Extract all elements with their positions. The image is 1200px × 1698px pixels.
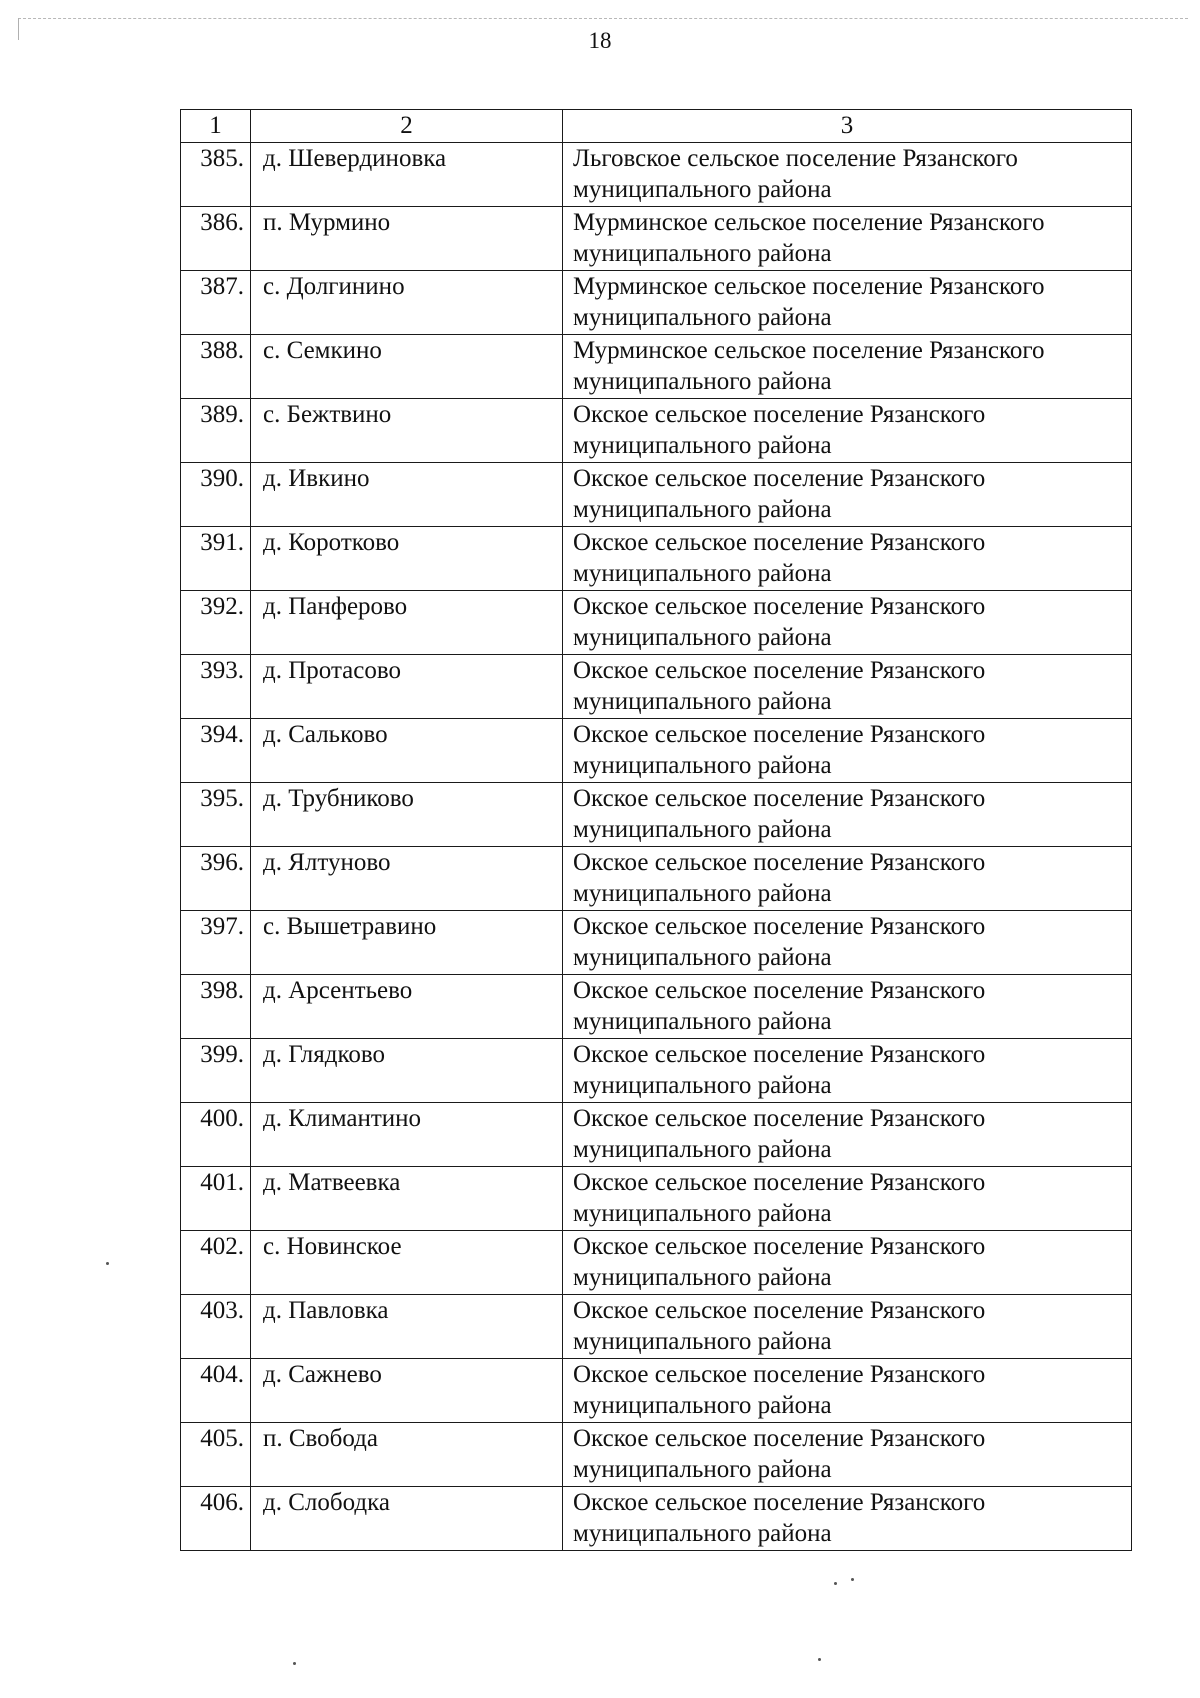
settlement-name: Окское сельское поселение Рязанского муниципального района xyxy=(563,1423,1132,1487)
settlement-name: Окское сельское поселение Рязанского муниципального района xyxy=(563,847,1132,911)
row-number: 402. xyxy=(181,1231,251,1295)
locality-name: п. Свобода xyxy=(251,1423,563,1487)
row-number: 393. xyxy=(181,655,251,719)
row-number: 390. xyxy=(181,463,251,527)
table-row xyxy=(181,271,1132,335)
row-number: 387. xyxy=(181,271,251,335)
locality-name: с. Бежтвино xyxy=(251,399,563,463)
settlement-name: Окское сельское поселение Рязанского муниципального района xyxy=(563,1039,1132,1103)
table-row xyxy=(181,847,1132,911)
scan-speck xyxy=(106,1262,109,1265)
table-row xyxy=(181,1295,1132,1359)
settlement-name: Окское сельское поселение Рязанского муниципального района xyxy=(563,1295,1132,1359)
locality-name: д. Ивкино xyxy=(251,463,563,527)
table-row xyxy=(181,1487,1132,1551)
locality-name: с. Новинское xyxy=(251,1231,563,1295)
table-row xyxy=(181,207,1132,271)
scan-speck xyxy=(851,1578,854,1581)
settlement-name: Окское сельское поселение Рязанского муниципального района xyxy=(563,1231,1132,1295)
locality-name: д. Протасово xyxy=(251,655,563,719)
settlement-name: Окское сельское поселение Рязанского муниципального района xyxy=(563,1167,1132,1231)
scan-speck xyxy=(834,1582,837,1585)
locality-name: с. Вышетравино xyxy=(251,911,563,975)
settlement-name: Мурминское сельское поселение Рязанского муниципального района xyxy=(563,207,1132,271)
table-row xyxy=(181,1231,1132,1295)
table-row xyxy=(181,1039,1132,1103)
scan-speck xyxy=(293,1662,296,1665)
locality-name: д. Матвеевка xyxy=(251,1167,563,1231)
row-number: 400. xyxy=(181,1103,251,1167)
table-row xyxy=(181,1103,1132,1167)
settlement-name: Окское сельское поселение Рязанского муниципального района xyxy=(563,783,1132,847)
row-number: 401. xyxy=(181,1167,251,1231)
locality-name: с. Семкино xyxy=(251,335,563,399)
page-number: 18 xyxy=(588,28,612,53)
table-row xyxy=(181,1167,1132,1231)
locality-name: д. Трубниково xyxy=(251,783,563,847)
locality-name: д. Сальково xyxy=(251,719,563,783)
table-row xyxy=(181,143,1132,207)
settlement-name: Окское сельское поселение Рязанского муниципального района xyxy=(563,719,1132,783)
settlement-name: Окское сельское поселение Рязанского муниципального района xyxy=(563,399,1132,463)
locality-name: д. Павловка xyxy=(251,1295,563,1359)
row-number: 404. xyxy=(181,1359,251,1423)
row-number: 389. xyxy=(181,399,251,463)
settlement-name: Окское сельское поселение Рязанского муниципального района xyxy=(563,1487,1132,1551)
column-header-2: 2 xyxy=(251,110,563,143)
table-row xyxy=(181,1359,1132,1423)
table-row xyxy=(181,719,1132,783)
table-row xyxy=(181,783,1132,847)
table-row xyxy=(181,463,1132,527)
table-row xyxy=(181,335,1132,399)
row-number: 399. xyxy=(181,1039,251,1103)
locality-name: д. Арсентьево xyxy=(251,975,563,1039)
settlement-name: Окское сельское поселение Рязанского муниципального района xyxy=(563,975,1132,1039)
locality-name: д. Шевердиновка xyxy=(251,143,563,207)
row-number: 405. xyxy=(181,1423,251,1487)
locality-name: д. Панферово xyxy=(251,591,563,655)
table-row xyxy=(181,655,1132,719)
settlement-name: Окское сельское поселение Рязанского муниципального района xyxy=(563,1103,1132,1167)
scan-edge-top xyxy=(18,18,1188,19)
locality-name: с. Долгинино xyxy=(251,271,563,335)
table-body xyxy=(181,143,1132,1551)
row-number: 398. xyxy=(181,975,251,1039)
row-number: 397. xyxy=(181,911,251,975)
table-row xyxy=(181,527,1132,591)
table-header-row xyxy=(181,110,1132,143)
row-number: 388. xyxy=(181,335,251,399)
locality-name: д. Слободка xyxy=(251,1487,563,1551)
locality-name: п. Мурмино xyxy=(251,207,563,271)
settlement-name: Окское сельское поселение Рязанского муниципального района xyxy=(563,527,1132,591)
settlements-table xyxy=(180,109,1132,1551)
locality-name: д. Ялтуново xyxy=(251,847,563,911)
locality-name: д. Сажнево xyxy=(251,1359,563,1423)
settlement-name: Мурминское сельское поселение Рязанского муниципального района xyxy=(563,335,1132,399)
row-number: 396. xyxy=(181,847,251,911)
locality-name: д. Коротково xyxy=(251,527,563,591)
settlement-name: Окское сельское поселение Рязанского муниципального района xyxy=(563,591,1132,655)
locality-name: д. Климантино xyxy=(251,1103,563,1167)
column-header-1: 1 xyxy=(181,110,251,143)
table-row xyxy=(181,591,1132,655)
table-row xyxy=(181,1423,1132,1487)
scan-speck xyxy=(818,1658,821,1661)
settlement-name: Окское сельское поселение Рязанского муниципального района xyxy=(563,1359,1132,1423)
row-number: 385. xyxy=(181,143,251,207)
row-number: 403. xyxy=(181,1295,251,1359)
settlement-name: Льговское сельское поселение Рязанского муниципального района xyxy=(563,143,1132,207)
column-header-3: 3 xyxy=(563,110,1132,143)
table-row xyxy=(181,975,1132,1039)
locality-name: д. Глядково xyxy=(251,1039,563,1103)
settlement-name: Мурминское сельское поселение Рязанского муниципального района xyxy=(563,271,1132,335)
row-number: 394. xyxy=(181,719,251,783)
table-row xyxy=(181,399,1132,463)
row-number: 406. xyxy=(181,1487,251,1551)
settlement-name: Окское сельское поселение Рязанского муниципального района xyxy=(563,463,1132,527)
table-row xyxy=(181,911,1132,975)
settlement-name: Окское сельское поселение Рязанского муниципального района xyxy=(563,911,1132,975)
row-number: 395. xyxy=(181,783,251,847)
row-number: 391. xyxy=(181,527,251,591)
settlement-name: Окское сельское поселение Рязанского муниципального района xyxy=(563,655,1132,719)
row-number: 392. xyxy=(181,591,251,655)
row-number: 386. xyxy=(181,207,251,271)
